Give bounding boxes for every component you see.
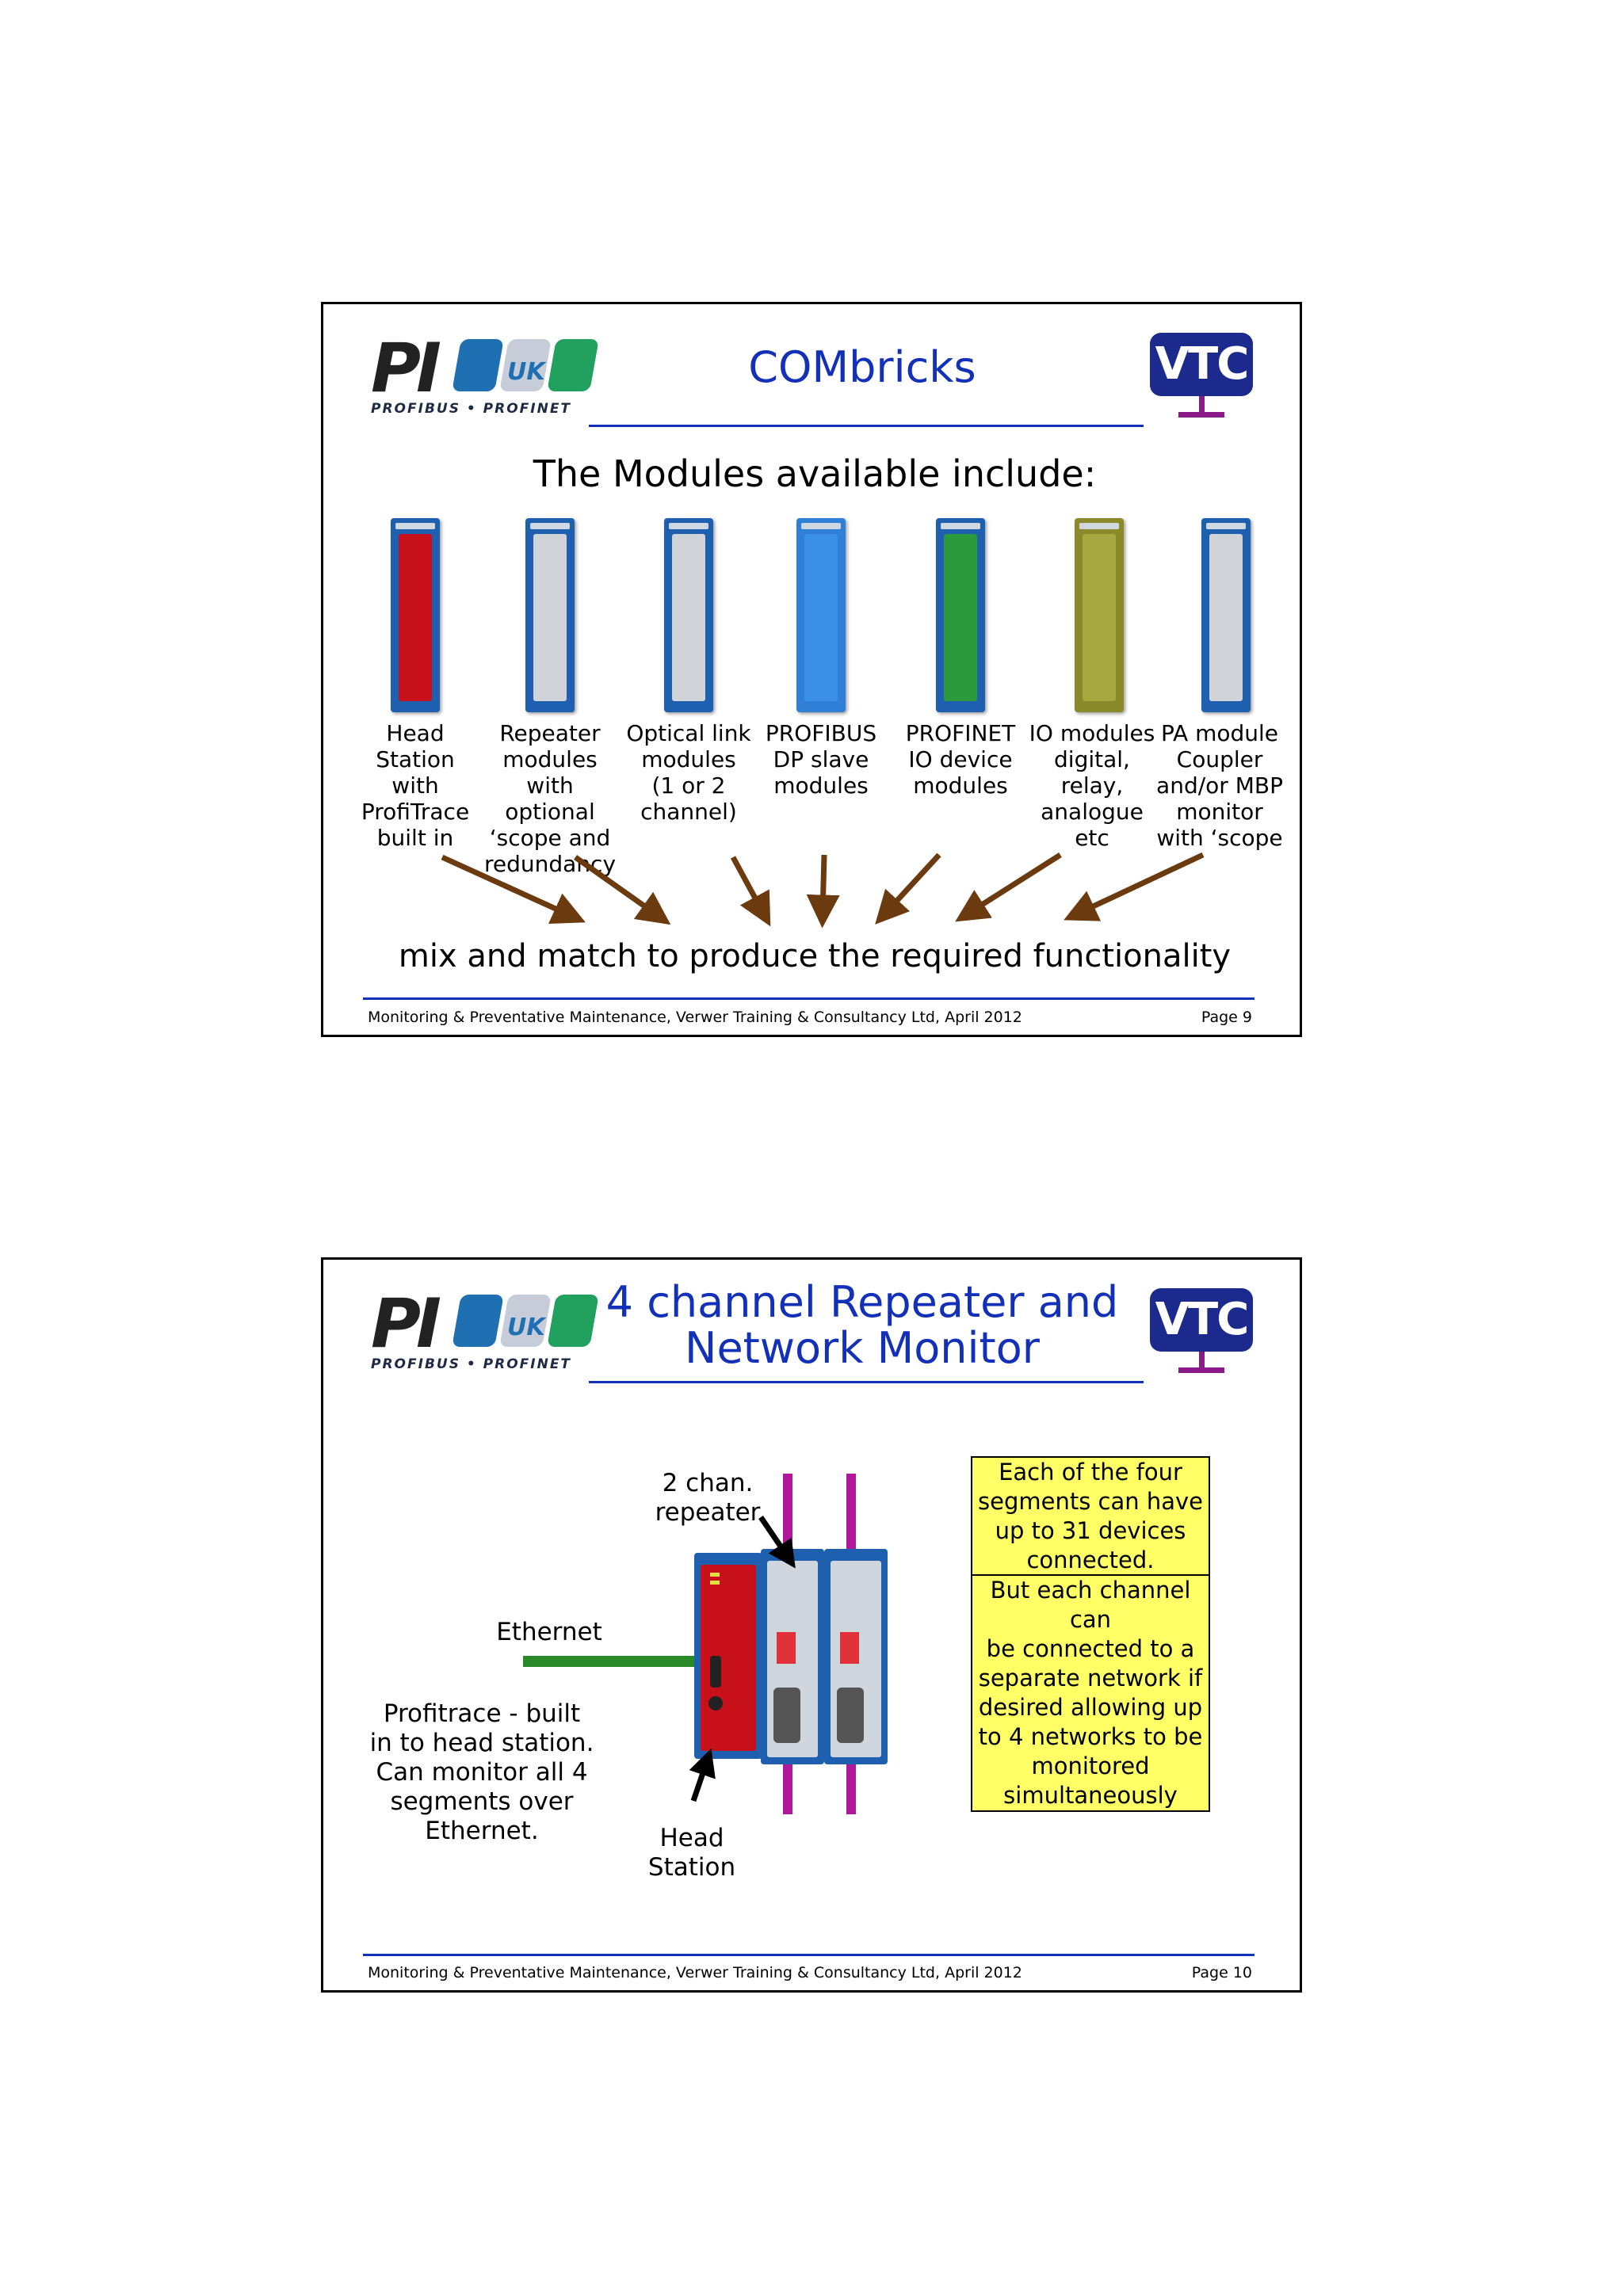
repeater-module-icon <box>761 1549 824 1764</box>
module-label-profibus-dp: PROFIBUS DP slave modules <box>765 720 877 799</box>
info-box-networks: But each channel can be connected to a separate network if desired allowing up to 4 networks to be monitored simultaneously <box>971 1574 1210 1812</box>
pi-logo-letters: PI <box>371 329 437 408</box>
module-label-optical-link: Optical link modules (1 or 2 channel) <box>626 720 751 825</box>
repeater-module-icon <box>824 1549 888 1764</box>
slide-subtitle: The Modules available include: <box>533 452 1097 495</box>
module-label-profinet-io: PROFINET IO device modules <box>905 720 1016 799</box>
arrow-7 <box>1076 855 1203 914</box>
module-label-io-modules: IO modules digital, relay, analogue etc <box>1029 720 1155 851</box>
vtc-logo-text: VTC <box>1150 1288 1253 1352</box>
module-label-pa-module: PA module Coupler and/or MBP monitor with ‘scope <box>1156 720 1283 851</box>
head-station-module-icon <box>694 1553 762 1759</box>
head-station-arrow <box>693 1759 708 1801</box>
head-station-label: Head Station <box>647 1824 736 1882</box>
pi-logo-letters: PI <box>371 1284 437 1363</box>
arrow-6 <box>967 855 1060 914</box>
slide-page-9 <box>321 302 1302 1037</box>
converging-arrows <box>323 304 1302 1037</box>
arrow-2 <box>575 857 659 917</box>
page-number: Page 10 <box>1191 1964 1252 1981</box>
vtc-logo-text: VTC <box>1150 333 1253 396</box>
ethernet-cable <box>523 1656 701 1667</box>
page-number: Page 9 <box>1201 1009 1252 1026</box>
profitrace-label: Profitrace - built in to head station. Can monitor all 4 segments over Ethernet. <box>369 1699 594 1845</box>
ethernet-label: Ethernet <box>496 1618 602 1646</box>
arrow-3 <box>733 857 764 914</box>
pi-logo-uk: UK <box>507 358 545 386</box>
slide-title-line-1: 4 channel Repeater and <box>605 1277 1119 1327</box>
arrow-5 <box>884 855 939 914</box>
footer-rule <box>363 1954 1254 1956</box>
arrow-1 <box>442 857 573 917</box>
info-box-devices: Each of the four segments can have up to 31 devices connected. <box>971 1456 1210 1577</box>
footer-rule <box>363 997 1254 1000</box>
module-label-head-station: Head Station with ProfiTrace built in <box>361 720 470 851</box>
footer-text: Monitoring & Preventative Maintenance, Verwer Training & Consultancy Ltd, April 2012 <box>368 1009 1022 1026</box>
pi-logo-tagline: PROFIBUS • PROFINET <box>371 1356 572 1372</box>
slide-title-line-2: Network Monitor <box>685 1323 1040 1373</box>
pi-logo-uk: UK <box>507 1314 545 1341</box>
slide-title: COMbricks <box>748 342 976 392</box>
slide-page-10 <box>321 1257 1302 1993</box>
pi-logo-tagline: PROFIBUS • PROFINET <box>371 401 572 417</box>
footer-text: Monitoring & Preventative Maintenance, Verwer Training & Consultancy Ltd, April 2012 <box>368 1964 1022 1981</box>
mix-and-match-text: mix and match to produce the required functionality <box>398 938 1232 974</box>
arrow-4 <box>823 855 824 914</box>
repeater-label: 2 chan. repeater <box>655 1469 761 1527</box>
module-label-repeater: Repeater modules with optional ‘scope and redundancy <box>483 720 617 877</box>
